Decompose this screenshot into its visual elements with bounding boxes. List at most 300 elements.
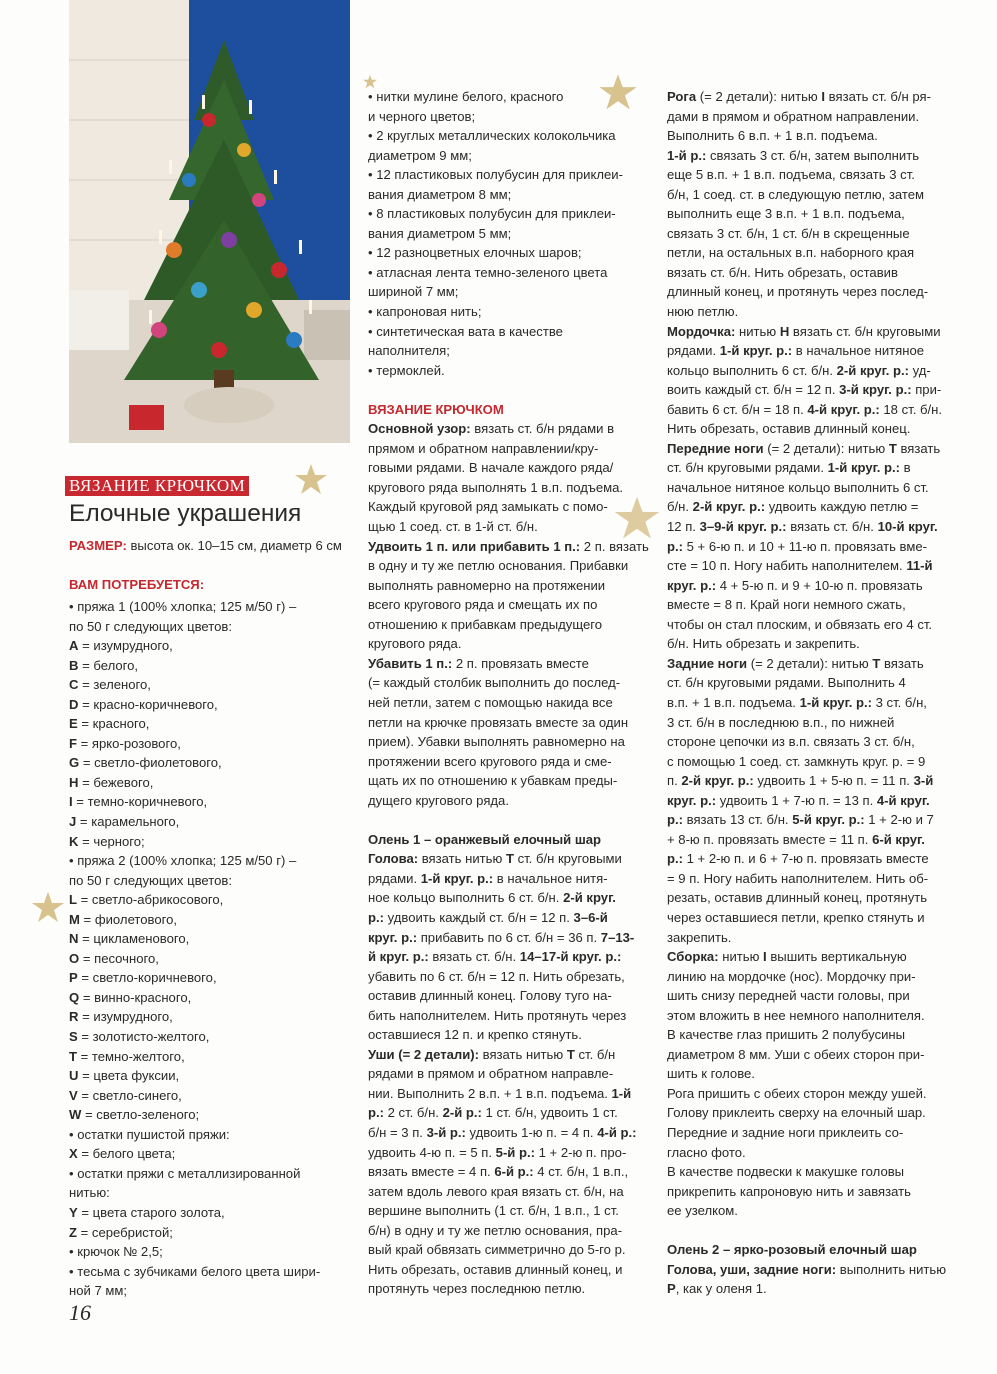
bold-term: M <box>69 911 80 927</box>
bold-term: 4-й р.: <box>597 1124 637 1140</box>
bold-term: G <box>69 755 80 771</box>
bold-term: T <box>505 851 514 867</box>
text-line <box>368 126 653 146</box>
text-line <box>368 1260 653 1280</box>
text-run: 2 п. провязать вместе <box>452 655 589 671</box>
text-run: = цвета фуксии, <box>78 1068 180 1084</box>
text-line <box>368 595 653 615</box>
text-line <box>667 693 957 713</box>
text-run: вместе = 8 п. Край ноги немного сжать, <box>667 597 906 613</box>
text-line <box>368 654 653 674</box>
text-run: ст. б/н круговыми рядами. <box>667 460 828 476</box>
text-run: линию на мордочке (нос). Мордочку при- <box>667 968 916 984</box>
text-run: диаметром 9 мм; <box>368 147 472 163</box>
text-run: вязать ст. б/н. Нить обрезать, оставив <box>667 264 898 280</box>
text-line <box>667 282 957 302</box>
text-line <box>368 1025 653 1045</box>
text-run: в начальное нитяное <box>792 343 925 359</box>
text-line <box>667 361 957 381</box>
text-line <box>69 812 354 832</box>
bold-term: Y <box>69 1204 78 1220</box>
text-run: протянуть через последнюю петлю. <box>368 1281 586 1297</box>
text-run: вязать нитью <box>418 851 506 867</box>
bold-term: 1-й круг. р.: <box>420 870 494 886</box>
text-run: вый край обвязать симметрично до 5-го р. <box>368 1242 626 1258</box>
text-line <box>667 732 957 752</box>
text-run: = ярко-розового, <box>77 735 181 751</box>
text-run: = цикламенового, <box>78 931 190 947</box>
text-run: в одну и ту же петлю основания. Прибавки <box>368 558 629 574</box>
text-run: = карамельного, <box>76 814 180 830</box>
text-run: = серебристой; <box>77 1224 173 1240</box>
text-line <box>368 1045 653 1065</box>
text-run: б/н, 1 соед. ст. в следующую петлю, затем <box>667 186 925 202</box>
bold-term: р.: <box>368 1105 384 1121</box>
bold-term: Z <box>69 1224 77 1240</box>
text-line <box>69 1281 354 1301</box>
text-run: ное кольцо выполнить 6 ст. б/н. <box>368 890 564 906</box>
text-line <box>368 1103 653 1123</box>
text-run: дущего кругового ряда. <box>368 792 509 808</box>
bold-term: Олень 2 – ярко-розовый елочный шар <box>667 1242 917 1258</box>
bold-term: Голова: <box>368 851 419 867</box>
text-line <box>69 1262 354 1282</box>
text-run: щью 1 соед. ст. в 1-й ст. б/н. <box>368 519 538 535</box>
bold-term: Передние ноги <box>667 440 764 456</box>
text-run: (= 2 детали): нитью <box>763 440 889 456</box>
text-line <box>69 617 354 637</box>
bold-term: 3-й круг. р.: <box>839 382 912 398</box>
text-run: удвоить каждую петлю = <box>765 499 919 515</box>
text-line <box>368 634 653 654</box>
text-run: ной 7 мм; <box>69 1283 128 1299</box>
bold-term: 10-й круг. <box>877 519 938 535</box>
text-run: Нить обрезать, оставив длинный конец, и <box>368 1261 623 1277</box>
text-line <box>368 517 653 537</box>
bold-term: Сборка: <box>667 949 719 965</box>
text-run: ее узелком. <box>667 1203 738 1219</box>
text-line <box>368 947 653 967</box>
bold-term: F <box>69 735 77 751</box>
bold-term: 3–9-й круг. р.: <box>699 519 787 535</box>
text-run: вязать ст. б/н. <box>428 949 520 965</box>
text-line <box>69 910 354 930</box>
text-run: + 8-ю п. провязать вместе = 11 п. <box>667 831 873 847</box>
text-run: в начальное нитя- <box>493 870 608 886</box>
text-run: Передние и задние ноги приклеить со- <box>667 1124 904 1140</box>
text-line <box>667 517 957 537</box>
text-line <box>368 673 653 693</box>
text-line <box>368 165 653 185</box>
bold-term: 4-й круг. <box>876 792 930 808</box>
text-run: б/н) в одну и ту же петлю основания, пра- <box>368 1222 623 1238</box>
text-run: в.п. + 1 в.п. подъема. <box>667 694 800 710</box>
text-run: чтобы он стал плоским, и обвязать его 4 ст. <box>667 616 933 632</box>
text-line <box>667 1182 957 1202</box>
text-run: по 50 г следующих цветов: <box>69 618 232 634</box>
instructions-column-1 <box>368 87 653 1299</box>
text-line <box>368 322 653 342</box>
text-run: • 12 пластиковых полубусин для приклеи- <box>368 167 623 183</box>
text-line <box>69 1125 354 1145</box>
text-line <box>69 890 354 910</box>
text-line <box>368 810 653 830</box>
text-line <box>667 986 957 1006</box>
text-run: • тесьма с зубчиками белого цвета шири- <box>69 1263 321 1279</box>
text-line <box>667 595 957 615</box>
text-line <box>667 888 957 908</box>
text-line <box>667 1123 957 1143</box>
bold-term: Задние ноги <box>667 655 748 671</box>
text-line <box>667 1143 957 1163</box>
text-run: через оставшиеся петли, крепко стянуть и <box>667 909 925 925</box>
bold-term: 3-й р.: <box>426 1124 466 1140</box>
text-run: = светло-коричневого, <box>77 970 217 986</box>
text-line <box>667 1064 957 1084</box>
bold-term: 5-й круг. р.: <box>792 812 865 828</box>
bold-term: D <box>69 696 79 712</box>
text-line <box>368 693 653 713</box>
text-line <box>368 888 653 908</box>
text-line <box>69 1223 354 1243</box>
text-run: = винно-красного, <box>79 989 192 1005</box>
bold-term: 7–13- <box>600 929 635 945</box>
text-line <box>667 322 957 342</box>
text-line <box>667 224 957 244</box>
text-line <box>667 341 957 361</box>
text-line <box>69 597 354 617</box>
text-run: (= 2 детали): нитью <box>747 655 873 671</box>
text-line <box>368 928 653 948</box>
text-line <box>667 1045 957 1065</box>
text-run: = темно-коричневого, <box>72 794 208 810</box>
text-run: диаметром 8 мм. Уши с обеих сторон при- <box>667 1046 925 1062</box>
text-line <box>69 1164 354 1184</box>
text-run: удвоить 1-ю п. = 4 п. <box>465 1124 598 1140</box>
bold-term: R <box>69 1009 79 1025</box>
text-line <box>69 734 354 754</box>
text-line <box>368 713 653 733</box>
text-run: гласно фото. <box>667 1144 746 1160</box>
text-line <box>368 752 653 772</box>
bold-term: J <box>69 814 77 830</box>
text-line <box>667 185 957 205</box>
text-run: 1 + 2-ю п. про- <box>534 1144 627 1160</box>
text-line <box>69 929 354 949</box>
text-run: ст. б/н круговыми рядами. Выполнить 4 <box>667 675 906 691</box>
text-run: еще 5 в.п. + 1 в.п. подъема, связать 3 ст. <box>667 167 915 183</box>
text-run: • капроновая нить; <box>368 304 482 320</box>
text-line <box>368 791 653 811</box>
text-run: ст. б/н <box>574 1046 616 1062</box>
bold-term: 2-й круг. р.: <box>692 499 766 515</box>
bold-term: Основной узор: <box>368 421 471 437</box>
bold-term: H <box>779 323 790 339</box>
text-line <box>69 1242 354 1262</box>
text-run: вязать нитью <box>479 1046 567 1062</box>
text-run: нюю петлю. <box>667 304 739 320</box>
text-run: сте = 10 п. Ногу набить наполнителем. <box>667 558 907 574</box>
bold-term: 2-й круг. р.: <box>681 773 754 789</box>
text-line <box>368 243 653 263</box>
text-run: Выполнить 6 в.п. + 1 в.п. подъема. <box>667 128 878 144</box>
text-run: 2 ст. б/н. <box>384 1105 443 1121</box>
text-line <box>667 146 957 166</box>
text-line <box>667 576 957 596</box>
text-line <box>368 908 653 928</box>
text-line <box>667 439 957 459</box>
text-run: отношению к прибавкам предыдущего <box>368 616 603 632</box>
text-line <box>368 146 653 166</box>
text-line <box>667 673 957 693</box>
bold-term: й круг. р.: <box>368 949 429 965</box>
bold-term: I <box>69 794 73 810</box>
text-run: 18 ст. б/н. <box>879 401 942 417</box>
text-line <box>667 556 957 576</box>
text-run: прием). Убавки выполнять равномерно на <box>368 734 625 750</box>
text-run: 1 + 2-ю и 7 <box>864 812 934 828</box>
text-run: , как у оленя 1. <box>675 1281 767 1297</box>
text-run: кругового ряда. <box>368 636 462 652</box>
text-line <box>69 1144 354 1164</box>
text-line <box>667 1240 957 1260</box>
bold-term: T <box>872 655 881 671</box>
bold-term: T <box>888 440 897 456</box>
text-run: • пряжа 2 (100% хлопка; 125 м/50 г) – <box>69 853 297 869</box>
text-line <box>667 1084 957 1104</box>
text-line <box>667 1025 957 1045</box>
page-number: 16 <box>69 1300 91 1325</box>
bold-term: 11-й <box>906 558 933 574</box>
text-line <box>667 634 957 654</box>
text-line <box>667 1260 957 1280</box>
text-line <box>69 675 354 695</box>
text-run: начальное нитяное кольцо выполнить 6 ст. <box>667 479 929 495</box>
text-line <box>368 1123 653 1143</box>
text-run: вания диаметром 8 мм; <box>368 186 512 202</box>
text-line <box>368 1201 653 1221</box>
text-run: протяжении всего кругового ряда и сме- <box>368 753 612 769</box>
bold-term: 6-й круг. <box>872 831 925 847</box>
text-run: = светло-синего, <box>77 1087 182 1103</box>
text-run: Нить обрезать, оставив длинный конец. <box>667 421 911 437</box>
text-run: с помощью 1 соед. ст. замкнуть круг. р. = 9 <box>667 753 926 769</box>
text-run: 3 ст. б/н, <box>872 694 927 710</box>
text-run: • 12 разноцветных елочных шаров; <box>368 245 582 261</box>
text-line <box>368 732 653 752</box>
bold-term: 2-й круг. р.: <box>836 362 910 378</box>
text-run: стороне цепочки из в.п. связать 3 ст. б/н, <box>667 734 915 750</box>
text-run: нитью: <box>69 1185 110 1201</box>
text-run: Рога пришить с обеих сторон между ушей. <box>667 1085 927 1101</box>
bold-term: Рога <box>667 89 697 104</box>
text-run: в <box>900 460 911 476</box>
text-line <box>667 1279 957 1299</box>
size-line <box>69 538 342 553</box>
text-line <box>667 204 957 224</box>
text-run: = светло-фиолетового, <box>79 755 222 771</box>
text-line <box>368 1240 653 1260</box>
text-line <box>69 792 354 812</box>
bold-term: L <box>69 892 77 908</box>
bold-term: Уши (= 2 детали): <box>368 1046 480 1062</box>
text-line <box>667 908 957 928</box>
bold-term: I <box>763 949 767 965</box>
bold-term: Убавить 1 п.: <box>368 655 453 671</box>
text-line <box>667 1162 957 1182</box>
text-run: шириной 7 мм; <box>368 284 459 300</box>
text-line <box>368 986 653 1006</box>
text-line <box>667 869 957 889</box>
text-line <box>368 263 653 283</box>
text-line <box>69 871 354 891</box>
text-line <box>69 1047 354 1067</box>
bold-term: 1-й <box>611 1085 632 1101</box>
bold-term: N <box>69 931 79 947</box>
text-line <box>69 1007 354 1027</box>
text-run: • 2 круглых металлических колокольчика <box>368 128 616 144</box>
bold-term: 1-й круг. р.: <box>719 343 793 359</box>
text-run: вязать ст. б/н круговыми <box>789 323 941 339</box>
text-line <box>667 1006 957 1026</box>
text-line <box>69 714 354 734</box>
text-line <box>667 302 957 322</box>
text-run: вязать вместе = 4 п. <box>368 1164 495 1180</box>
text-run: прикрепить капроновую нить и завязать <box>667 1183 911 1199</box>
text-run: кольцо выполнить 6 ст. б/н. <box>667 362 837 378</box>
text-run: вязать <box>896 440 941 456</box>
text-line <box>368 771 653 791</box>
text-line <box>368 849 653 869</box>
text-line <box>368 497 653 517</box>
text-run: б/н. <box>667 499 693 515</box>
text-run: • остатки пушистой пряжи: <box>69 1126 230 1142</box>
text-line <box>368 87 653 107</box>
text-line <box>368 1084 653 1104</box>
text-run: уд- <box>909 362 931 378</box>
bold-term: C <box>69 677 79 693</box>
text-line <box>667 615 957 635</box>
text-line <box>667 458 957 478</box>
text-run: резать, оставив длинный конец, протянуть <box>667 890 928 906</box>
text-run: закрепить. <box>667 929 732 945</box>
text-line <box>69 773 354 793</box>
text-run: воить каждый ст. б/н = 12 п. <box>667 382 840 398</box>
text-run: оставшиеся 12 п. и крепко стянуть. <box>368 1027 582 1043</box>
text-run: = изумрудного, <box>78 1009 173 1025</box>
text-run: затем вдоль левого края вязать ст. б/н, на <box>368 1183 624 1199</box>
text-run: • термоклей. <box>368 362 445 378</box>
bold-term: P <box>69 970 78 986</box>
text-line <box>368 341 653 361</box>
text-run: связать 3 ст. б/н, затем выполнить <box>706 147 920 163</box>
text-line <box>368 556 653 576</box>
text-run: вания диаметром 5 мм; <box>368 225 512 241</box>
instructions-column-2 <box>667 87 957 1299</box>
text-run: вершине выполнить (1 ст. б/н, 1 в.п., 1 ст. <box>368 1203 619 1219</box>
text-run: б/н = 3 п. <box>368 1124 427 1140</box>
bold-term: 3-й <box>913 773 934 789</box>
bold-term: 2-й круг. <box>563 890 616 906</box>
text-run: петли на крючке провязать вместе за один <box>368 714 629 730</box>
text-run: шить снизу передней части головы, при <box>667 988 910 1004</box>
text-run: говыми рядами. В начале каждого ряда/ <box>368 460 614 476</box>
bold-term: E <box>69 716 78 732</box>
text-run: и черного цветов; <box>368 108 476 124</box>
text-line <box>667 752 957 772</box>
text-line <box>667 1103 957 1123</box>
text-run: оставив длинный конец. Голову туго на- <box>368 988 612 1004</box>
text-line <box>368 224 653 244</box>
text-run: удвоить 1 + 5-ю п. = 11 п. <box>753 773 914 789</box>
text-line <box>667 497 957 517</box>
text-line <box>368 1006 653 1026</box>
text-run: удвоить 1 + 7-ю п. = 13 п. <box>716 792 877 808</box>
text-run: нитью <box>718 949 764 965</box>
text-line <box>368 361 653 381</box>
text-run: ней петли, затем с помощью накида все <box>368 694 613 710</box>
text-run: кругового ряда выполнять 1 в.п. подъема. <box>368 479 624 495</box>
text-line <box>69 1183 354 1203</box>
text-run: В качестве глаз пришить 2 полубусины <box>667 1027 906 1043</box>
text-run: = красного, <box>77 716 150 732</box>
text-run: наполнителя; <box>368 343 450 359</box>
text-line <box>667 830 957 850</box>
bold-term: T <box>69 1048 77 1064</box>
text-run: • крючок № 2,5; <box>69 1244 163 1260</box>
star-icon <box>30 890 66 926</box>
text-line <box>69 1203 354 1223</box>
bold-term: O <box>69 950 80 966</box>
text-run: 5 + 6-ю п. и 10 + 11-ю п. провязать вме- <box>683 538 927 554</box>
text-line <box>368 1182 653 1202</box>
text-line <box>667 400 957 420</box>
text-run: • пряжа 1 (100% хлопка; 125 м/50 г) – <box>69 599 297 614</box>
text-run: петли, на остальных в.п. наборного края <box>667 245 915 261</box>
text-run: нии. Выполнить 2 в.п. + 1 в.п. подъема. <box>368 1085 612 1101</box>
text-run: рядами в прямом и обратном направле- <box>368 1066 614 1082</box>
bold-term: круг. р.: <box>667 577 717 593</box>
text-run: = изумрудного, <box>78 638 173 654</box>
christmas-tree-photo <box>69 0 350 443</box>
text-run: бить наполнителем. Нить протянуть через <box>368 1007 627 1023</box>
text-line <box>368 537 653 557</box>
text-run: выполнить еще 3 в.п. + 1 в.п. подъема, <box>667 206 905 222</box>
bold-term: р.: <box>667 851 683 867</box>
text-run: 3 ст. б/н в последнюю в.п., по нижней <box>667 714 895 730</box>
bold-term: V <box>69 1087 78 1103</box>
bold-term: 1-й круг. р.: <box>827 460 901 476</box>
text-line <box>368 439 653 459</box>
text-line <box>368 1064 653 1084</box>
bold-term: р.: <box>368 909 384 925</box>
text-run: • нитки мулине белого, красного <box>368 89 564 104</box>
text-line <box>368 1221 653 1241</box>
text-line <box>667 713 957 733</box>
text-line <box>667 849 957 869</box>
text-line <box>368 1279 653 1299</box>
text-run: • атласная лента темно-зеленого цвета <box>368 264 608 280</box>
text-line <box>667 947 957 967</box>
text-line <box>368 576 653 596</box>
text-run: прямом и обратном направлении/кру- <box>368 440 599 456</box>
text-run: • остатки пряжи с металлизированной <box>69 1165 301 1181</box>
text-run: п. <box>667 773 682 789</box>
text-run: В качестве подвески к макушке головы <box>667 1164 905 1180</box>
text-line <box>368 869 653 889</box>
text-run: • 8 пластиковых полубусин для приклеи- <box>368 206 616 222</box>
text-line <box>368 419 653 439</box>
